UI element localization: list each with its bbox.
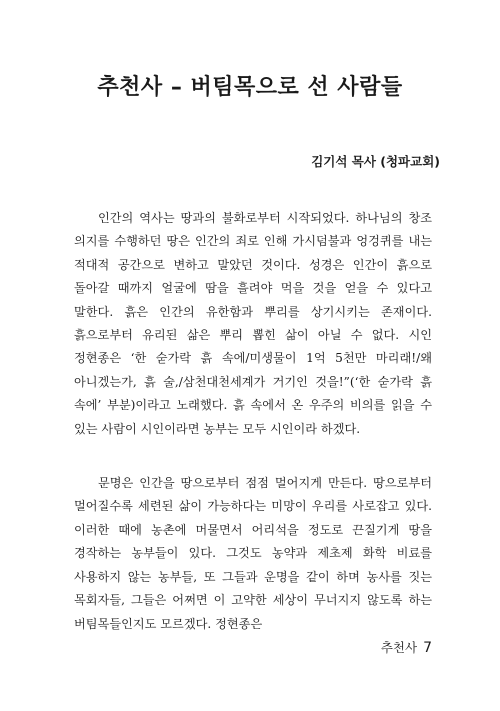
- body-text: [74, 207, 432, 636]
- paragraph: 문명은 인간을 땅으로부터 점점 멀어지게 만든다. 땅으로부터 멀어질수록 세련된 삶이 가능하다는 미망이 우리를 사로잡고 있다. 이러한 때에 농촌에 머물면서 어리석을 정도로 끈질기게 땅을 경작하는 농부들이 있다. 그것도 농약과 제초제 화학 비료를 사용하지 않는 농부들, 또 그들과 운명을 같이 하며 농사를 짓는 목회자들, 그들은 어쩌면 이 고약한 세상이 무너지지 않도록 하는 버팀목들인지도 모르겠다. 정현종은: [74, 476, 432, 631]
- page-number: 7: [423, 640, 432, 656]
- page-title: 추천사 – 버팀목으로 선 사람들: [97, 75, 403, 100]
- running-title: 추천사: [380, 640, 418, 655]
- page-footer: [381, 638, 432, 656]
- paragraph: 인간의 역사는 땅과의 불화로부터 시작되었다. 하나님의 창조 의지를 수행하던 땅은 인간의 죄로 인해 가시덤불과 엉겅퀴를 내는 적대적 공간으로 변하고 말았던 것이다. 성경은 인간이 흙으로 돌아갈 때까지 얼굴에 땀을 흘려야 먹을 것을 얻을 수 있다고 말한다. 흙은 인간의 유한함과 뿌리를 상기시키는 존재이다. 흙으로부터 유리된 삶은 뿌리 뽑힌 삶이 아닐 수 없다. 시인 정현종은 ‘한 숟가락 흙 속에/미생물이 1억 5천만 마리래!/왜 아니겠는가, 흙 술,/삼천대천세계가 거기인 것을!”(‘한 숟가락 흙 속에’ 부분)이라고 노래했다. 흙 속에서 온 우주의 비의를 읽을 수 있는 사람이 시인이라면 농부는 모두 시인이라 하겠다.: [74, 211, 432, 436]
- author-byline: 김기석 목사 (청파교회): [311, 154, 440, 169]
